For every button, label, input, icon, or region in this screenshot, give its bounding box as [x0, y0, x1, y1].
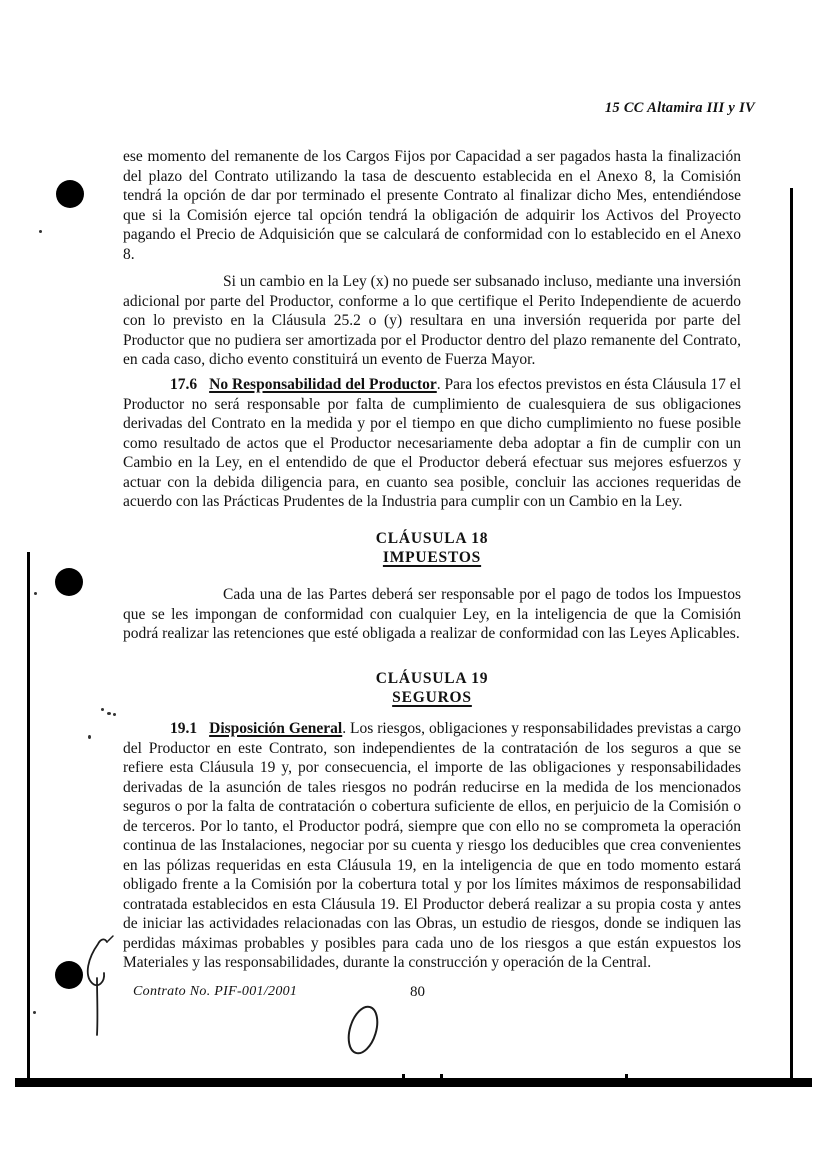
scan-speck — [88, 735, 91, 739]
section-19-1-title: Disposición General — [209, 720, 343, 737]
clause-19-subheading — [123, 688, 741, 707]
handwritten-oval-mark — [344, 1003, 383, 1057]
scan-noise-tick — [402, 1074, 405, 1078]
section-17-6-body: . Para los efectos previstos en ésta Cláusula 17 el Productor no será responsable por falta de cumplimiento de cualesquiera de sus obligaciones derivadas del Contrato en la medida y por el tiempo en que dicho cumplimiento no fuese posible como resultado de actos que el Productor necesariamente deba adoptar a fin de cumplir con un Cambio en la Ley, en el entendido de que el Productor deberá efectuar sus mejores esfuerzos y actuar con la debida diligencia para, en cuanto sea posible, concluir las acciones requeridas de acuerdo con las Prácticas Prudentes de la Industria para cumplir con un Cambio en la Ley. — [123, 376, 741, 510]
paragraph-continuation: ese momento del remanente de los Cargos Fijos por Capacidad a ser pagados hasta la finalización del plazo del Contrato utilizando la tasa de descuento establecida en el Anexo 8, la Comisión tendrá la opción de dar por terminado el presente Contrato al finalizar dicho Mes, entendiéndose que si la Comisión ejerce tal opción tendrá la obligación de adquirir los Activos del Proyecto pagando el Precio de Adquisición que se calculará de conformidad con lo establecido en el Anexo 8. — [123, 148, 741, 263]
footer-contract-number: Contrato No. PIF-001/2001 — [133, 984, 298, 999]
clause-19-heading: CLÁUSULA 19 — [375, 670, 489, 687]
punch-hole-dot — [55, 961, 83, 989]
section-19-1-body: . Los riesgos, obligaciones y responsabilidades previstas a cargo del Productor en este Contrato, son independientes de la contratación de los seguros a que se refiere esta Cláusula 19 y, por consecuencia, el importe de las obligaciones y responsabilidades derivadas de la asunción de tales riesgos no podrán reducirse en la medida de los mencionados seguros o por la falta de contratación o cobertura suficiente de ellos, en perjuicio de la Comisión o de terceros. Por lo tanto, el Productor podrá, siempre que con ello no se comprometa la operación continua de las Instalaciones, negociar por su cuenta y riesgo los deducibles que crea convenientes en las pólizas requeridas en esta Cláusula 19, en la inteligencia de que en todo momento estará obligado frente a la Comisión por la cobertura total y por los límites máximos de responsabilidad contratada establecidos en esta Cláusula 19. El Productor deberá realizar a su propia costa y antes de iniciar las actividades relacionadas con las Obras, un estudio de riesgos, donde se indiquen las perdidas máximas probables y posibles para cada uno de los riesgos a que están expuestos los Materiales y las responsabilidades, durante la construcción y operación de la Central. — [123, 720, 741, 971]
header-exhibit-label: 15 CC Altamira III y IV — [604, 100, 755, 116]
section-17-6-number: 17.6 — [170, 376, 198, 393]
paragraph-cambio-ley: Si un cambio en la Ley (x) no puede ser subsanado incluso, mediante una inversión adicional por parte del Productor, conforme a lo que certifique el Perito Independiente de acuerdo con lo previsto en la Cláusula 25.2 o (y) resultara en una inversión requerida por parte del Productor que no pudiera ser amortizada por el Productor dentro del plazo remanente del Contrato, en cada caso, dicho evento constituirá un evento de Fuerza Mayor. — [123, 273, 741, 368]
footer-page-number: 80 — [410, 984, 425, 1000]
clause-19-subheading-text: SEGUROS — [392, 689, 472, 706]
clause-18-subheading-text: IMPUESTOS — [382, 549, 482, 566]
punch-hole-dot — [56, 180, 84, 208]
scan-edge-line-right — [790, 188, 793, 1084]
paragraph-impuestos: Cada una de las Partes deberá ser responsable por el pago de todos los Impuestos que se les impongan de conformidad con cualquier Ley, en la inteligencia de que la Comisión podrá realizar las retenciones que esté obligada a realizar de conformidad con las Leyes Aplicables. — [123, 586, 741, 642]
section-17-6-title: No Responsabilidad del Productor — [209, 376, 437, 393]
scan-edge-bar-bottom — [15, 1078, 812, 1087]
scan-speck — [34, 592, 37, 595]
scan-speck — [39, 230, 42, 233]
scan-noise-tick — [625, 1074, 628, 1078]
clause-18-subheading — [123, 548, 741, 567]
handwritten-squiggle-flick — [108, 936, 113, 941]
handwritten-squiggle-mark — [88, 939, 107, 985]
scan-speck — [107, 712, 111, 715]
scan-speck — [33, 1011, 36, 1014]
punch-hole-dot — [55, 568, 83, 596]
section-17-6 — [123, 375, 741, 512]
section-19-1-number: 19.1 — [170, 720, 198, 737]
scan-speck — [101, 708, 104, 711]
scan-edge-line-left — [27, 552, 30, 1087]
scan-speck — [113, 713, 116, 716]
scan-noise-tick — [440, 1074, 443, 1078]
section-19-1 — [123, 719, 741, 973]
clause-18-heading: CLÁUSULA 18 — [375, 530, 489, 547]
